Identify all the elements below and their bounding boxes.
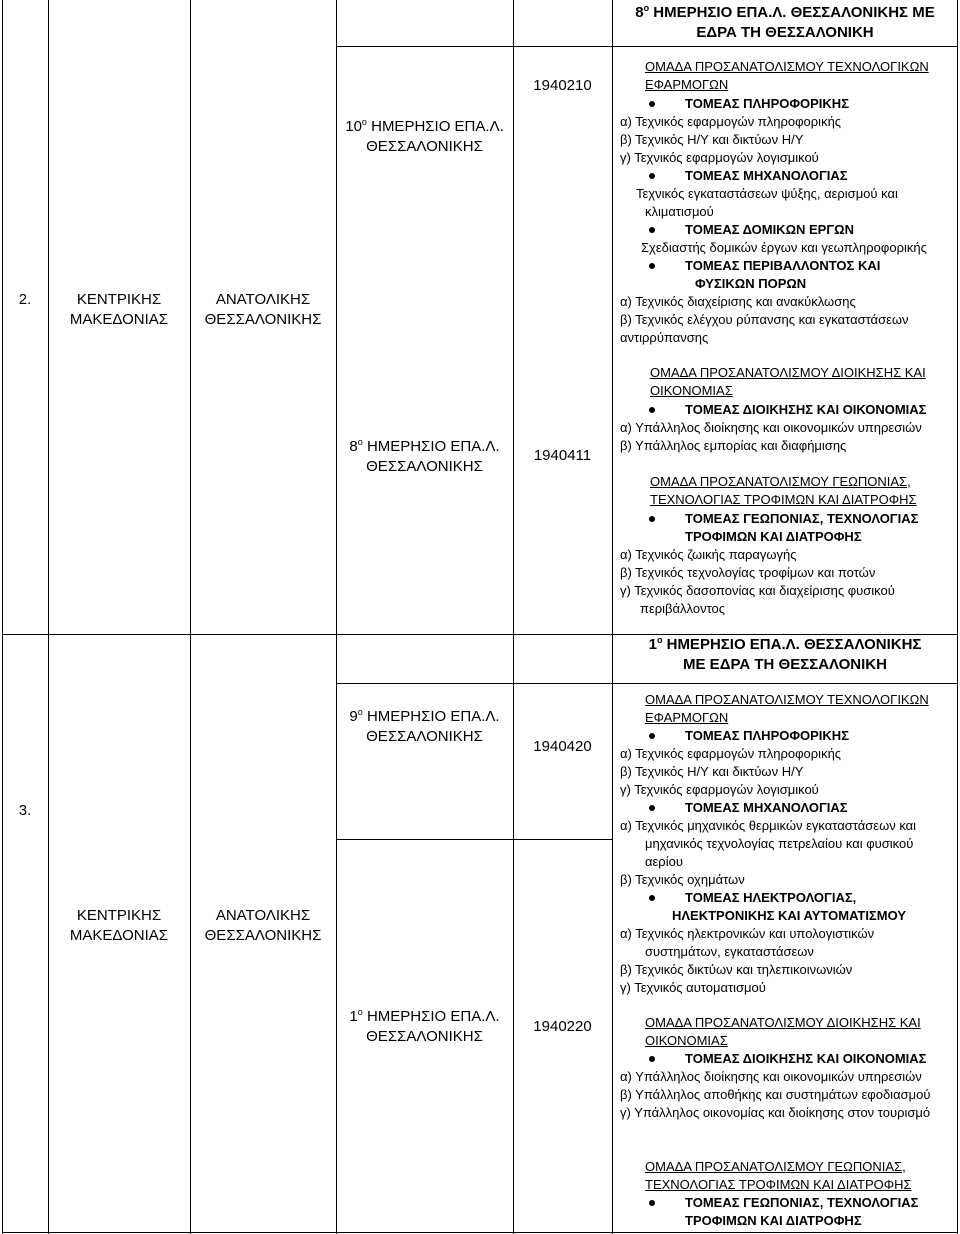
group-title: ΟΙΚΟΝΟΜΙΑΣ (650, 383, 733, 398)
bullet-icon (649, 101, 655, 107)
specialty-item: β) Υπάλληλος εμπορίας και διαφήμισης (620, 438, 847, 453)
school-code: 1940420 (533, 738, 592, 755)
school-name: $8^o$ ΗΜΕΡΗΣΙΟ ΕΠΑ.Λ. ΘΕΣΣΑΛΟΝΙΚΗΣ (349, 437, 500, 475)
grid-line (337, 683, 957, 684)
group-title: ΟΜΑΔΑ ΠΡΟΣΑΝΑΤΟΛΙΣΜΟΥ ΓΕΩΠΟΝΙΑΣ, (645, 1159, 906, 1174)
specialty-item: γ) Τεχνικός δασοπονίας και διαχείρισης φυσικού (620, 583, 895, 598)
bullet-icon (649, 1056, 655, 1062)
specialty-item: Τεχνικός εγκαταστάσεων ψύξης, αερισμού και (636, 186, 898, 201)
grid-line (2, 1232, 957, 1233)
specialty-item: α) Τεχνικός ηλεκτρονικών και υπολογιστικών (620, 926, 875, 941)
sector-title: ΤΟΜΕΑΣ ΔΙΟΙΚΗΣΗΣ ΚΑΙ ΟΙΚΟΝΟΜΙΑΣ (685, 1051, 927, 1066)
row-number: 3. (18, 802, 32, 819)
grid-line (2, 0, 3, 1234)
specialty-item: συστημάτων, εγκαταστάσεων (645, 944, 814, 959)
sector-title: ΤΟΜΕΑΣ ΔΙΟΙΚΗΣΗΣ ΚΑΙ ΟΙΚΟΝΟΜΙΑΣ (685, 402, 927, 417)
specialty-item: α) Τεχνικός μηχανικός θερμικών εγκαταστάσεων και (620, 818, 917, 833)
specialty-item: γ) Τεχνικός εφαρμογών λογισμικού (620, 782, 819, 797)
row-number: 2. (18, 291, 32, 308)
bullet-icon (649, 1200, 655, 1206)
specialty-item: α) Υπάλληλος διοίκησης και οικονομικών υπηρεσιών (620, 1069, 922, 1084)
school-code: 1940411 (533, 447, 592, 464)
grid-line (48, 0, 49, 1234)
group-title: ΤΕΧΝΟΛΟΓΙΑΣ ΤΡΟΦΙΜΩΝ ΚΑΙ ΔΙΑΤΡΟΦΗΣ (645, 1177, 912, 1192)
sector-title: ΤΟΜΕΑΣ ΔΟΜΙΚΩΝ ΕΡΓΩΝ (685, 222, 854, 237)
group-title: ΟΜΑΔΑ ΠΡΟΣΑΝΑΤΟΛΙΣΜΟΥ ΓΕΩΠΟΝΙΑΣ, (650, 474, 911, 489)
group-title: ΟΜΑΔΑ ΠΡΟΣΑΝΑΤΟΛΙΣΜΟΥ ΔΙΟΙΚΗΣΗΣ ΚΑΙ (650, 365, 926, 380)
bullet-icon (649, 516, 655, 522)
specialty-item: αερίου (645, 854, 683, 869)
grid-line (337, 839, 613, 840)
region-cell: ΚΕΝΤΡΙΚΗΣ ΜΑΚΕΔΟΝΙΑΣ (69, 291, 169, 328)
specialty-item: γ) Τεχνικός αυτοματισμού (620, 980, 766, 995)
group-title: ΟΜΑΔΑ ΠΡΟΣΑΝΑΤΟΛΙΣΜΟΥ ΔΙΟΙΚΗΣΗΣ ΚΑΙ (645, 1015, 921, 1030)
grid-line (190, 0, 191, 1234)
sector-title: ΤΟΜΕΑΣ ΜΗΧΑΝΟΛΟΓΙΑΣ (685, 800, 848, 815)
school-name: $1^o$ ΗΜΕΡΗΣΙΟ ΕΠΑ.Λ. ΘΕΣΣΑΛΟΝΙΚΗΣ (349, 1007, 500, 1045)
specialty-item: β) Τεχνικός δικτύων και τηλεπικοινωνιών (620, 962, 853, 977)
sector-title: ΦΥΣΙΚΩΝ ΠΟΡΩΝ (695, 276, 807, 291)
specialty-item: γ) Τεχνικός εφαρμογών λογισμικού (620, 150, 819, 165)
sector-title: ΤΡΟΦΙΜΩΝ ΚΑΙ ΔΙΑΤΡΟΦΗΣ (685, 529, 862, 544)
grid-line (957, 0, 958, 1234)
sector-title: ΤΟΜΕΑΣ ΠΛΗΡΟΦΟΡΙΚΗΣ (685, 728, 849, 743)
grid-line (612, 0, 613, 1234)
school-name: $10^o$ ΗΜΕΡΗΣΙΟ ΕΠΑ.Λ. ΘΕΣΣΑΛΟΝΙΚΗΣ (345, 117, 504, 155)
group-header: $1^o$ ΗΜΕΡΗΣΙΟ ΕΠΑ.Λ. ΘΕΣΣΑΛΟΝΙΚΗΣ ΜΕ ΕΔΡΑ ΤΗ ΘΕΣΣΑΛΟΝΙΚΗ (648, 635, 922, 673)
specialty-item: α) Υπάλληλος διοίκησης και οικονομικών υπηρεσιών (620, 420, 922, 435)
grid-line (337, 46, 957, 47)
sector-title: ΤΟΜΕΑΣ ΠΕΡΙΒΑΛΛΟΝΤΟΣ ΚΑΙ (685, 258, 881, 273)
sector-title: ΤΟΜΕΑΣ ΠΛΗΡΟΦΟΡΙΚΗΣ (685, 96, 849, 111)
specialty-item: β) Τεχνικός οχημάτων (620, 872, 745, 887)
bullet-icon (649, 173, 655, 179)
specialty-item: κλιματισμού (645, 204, 714, 219)
school-name: $9^o$ ΗΜΕΡΗΣΙΟ ΕΠΑ.Λ. ΘΕΣΣΑΛΟΝΙΚΗΣ (349, 707, 500, 745)
group-title: ΤΕΧΝΟΛΟΓΙΑΣ ΤΡΟΦΙΜΩΝ ΚΑΙ ΔΙΑΤΡΟΦΗΣ (650, 492, 917, 507)
specialty-item: β) Τεχνικός ελέγχου ρύπανσης και εγκαταστάσεων (620, 312, 909, 327)
sector-title: ΤΡΟΦΙΜΩΝ ΚΑΙ ΔΙΑΤΡΟΦΗΣ (685, 1213, 862, 1228)
school-code: 1940210 (533, 77, 592, 94)
sector-title: ΤΟΜΕΑΣ ΓΕΩΠΟΝΙΑΣ, ΤΕΧΝΟΛΟΓΙΑΣ (685, 511, 919, 526)
bullet-icon (649, 263, 655, 269)
specialty-item: α) Τεχνικός εφαρμογών πληροφορικής (620, 114, 842, 129)
group-title: ΟΜΑΔΑ ΠΡΟΣΑΝΑΤΟΛΙΣΜΟΥ ΤΕΧΝΟΛΟΓΙΚΩΝ (645, 692, 929, 707)
specialty-item: α) Τεχνικός διαχείρισης και ανακύκλωσης (620, 294, 856, 309)
group-title: ΟΙΚΟΝΟΜΙΑΣ (645, 1033, 728, 1048)
specialty-item: β) Τεχνικός Η/Υ και δικτύων Η/Υ (620, 764, 804, 779)
sector-title: ΤΟΜΕΑΣ ΜΗΧΑΝΟΛΟΓΙΑΣ (685, 168, 848, 183)
school-code: 1940220 (533, 1018, 592, 1035)
specialty-item: περιβάλλοντος (640, 601, 726, 616)
grid-line (336, 0, 337, 1234)
group-title: ΕΦΑΡΜΟΓΩΝ (645, 710, 729, 725)
bullet-icon (649, 895, 655, 901)
sector-title: ΤΟΜΕΑΣ ΓΕΩΠΟΝΙΑΣ, ΤΕΧΝΟΛΟΓΙΑΣ (685, 1195, 919, 1210)
grid-line (513, 0, 514, 1234)
specialty-item: γ) Υπάλληλος οικονομίας και διοίκησης στον τουρισμό (620, 1105, 931, 1120)
bullet-icon (649, 227, 655, 233)
group-header: $8^o$ ΗΜΕΡΗΣΙΟ ΕΠΑ.Λ. ΘΕΣΣΑΛΟΝΙΚΗΣ ΜΕ ΕΔΡΑ ΤΗ ΘΕΣΣΑΛΟΝΙΚΗ (635, 3, 935, 41)
specialty-item: α) Τεχνικός εφαρμογών πληροφορικής (620, 746, 842, 761)
bullet-icon (649, 733, 655, 739)
regional-unit-cell: ΑΝΑΤΟΛΙΚΗΣ ΘΕΣΣΑΛΟΝΙΚΗΣ (204, 291, 322, 328)
group-title: ΕΦΑΡΜΟΓΩΝ (645, 77, 729, 92)
group-title: ΟΜΑΔΑ ΠΡΟΣΑΝΑΤΟΛΙΣΜΟΥ ΤΕΧΝΟΛΟΓΙΚΩΝ (645, 59, 929, 74)
specialty-item: μηχανικός τεχνολογίας πετρελαίου και φυσικού (645, 836, 914, 851)
bullet-icon (649, 805, 655, 811)
specialty-item: αντιρρύπανσης (620, 330, 709, 345)
sector-title: ΤΟΜΕΑΣ ΗΛΕΚΤΡΟΛΟΓΙΑΣ, (685, 890, 857, 905)
sector-title: ΗΛΕΚΤΡΟΝΙΚΗΣ ΚΑΙ ΑΥΤΟΜΑΤΙΣΜΟΥ (672, 908, 906, 923)
regional-unit-cell: ΑΝΑΤΟΛΙΚΗΣ ΘΕΣΣΑΛΟΝΙΚΗΣ (204, 907, 322, 944)
specialty-item: β) Τεχνικός Η/Υ και δικτύων Η/Υ (620, 132, 804, 147)
specialty-item: α) Τεχνικός ζωικής παραγωγής (620, 547, 797, 562)
specialty-item: β) Τεχνικός τεχνολογίας τροφίμων και ποτών (620, 565, 876, 580)
region-cell: ΚΕΝΤΡΙΚΗΣ ΜΑΚΕΔΟΝΙΑΣ (69, 907, 169, 944)
bullet-icon (649, 407, 655, 413)
specialty-item: β) Υπάλληλος αποθήκης και συστημάτων εφοδιασμού (620, 1087, 931, 1102)
specialty-item: Σχεδιαστής δομικών έργων και γεωπληροφορικής (641, 240, 927, 255)
